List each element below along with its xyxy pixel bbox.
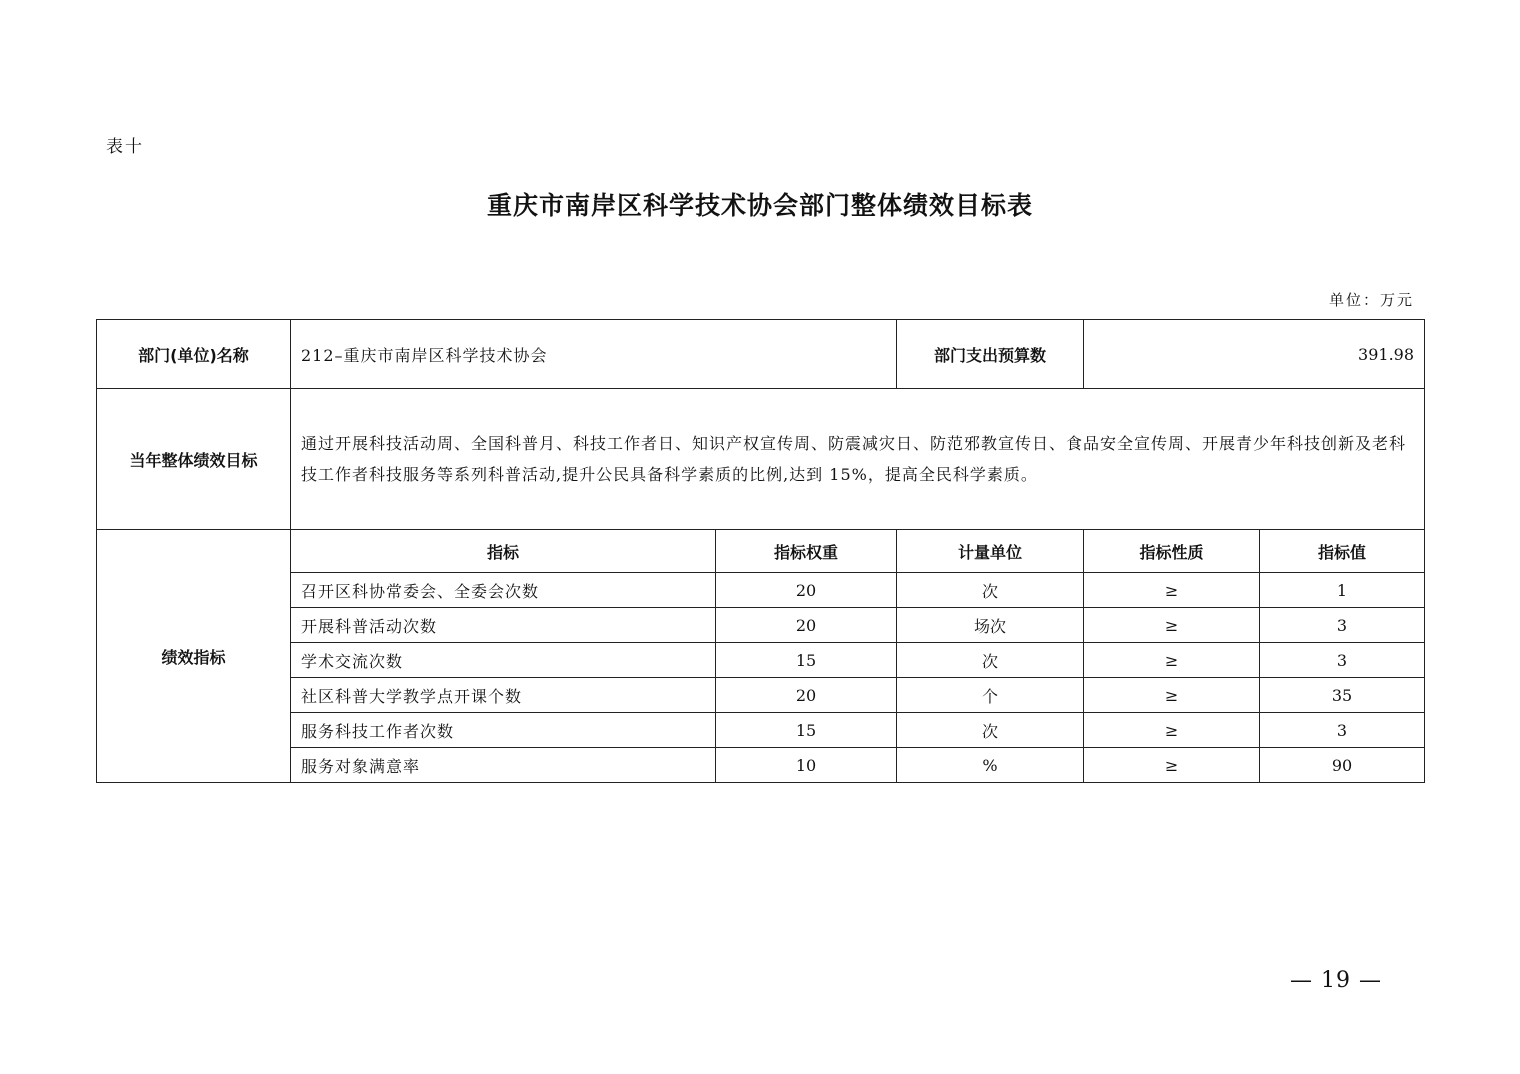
indicator-value: 3 xyxy=(1260,713,1425,748)
page-number: — 19 — xyxy=(1290,968,1382,993)
table-row xyxy=(97,713,1425,748)
column-header-value: 指标值 xyxy=(1260,530,1425,573)
indicator-unit: % xyxy=(897,748,1084,783)
indicator-weight: 20 xyxy=(716,678,897,713)
indicator-value: 3 xyxy=(1260,643,1425,678)
indicator-weight: 20 xyxy=(716,573,897,608)
performance-indicators-label: 绩效指标 xyxy=(97,530,291,783)
annual-goal-text: 通过开展科技活动周、全国科普月、科技工作者日、知识产权宣传周、防震减灾日、防范邪教宣传日、食品安全宣传周、开展青少年科技创新及老科技工作者科技服务等系列科普活动,提升公民具备科学素质的比例,达到 15%，提高全民科学素质。 xyxy=(291,389,1425,530)
column-header-unit: 计量单位 xyxy=(897,530,1084,573)
indicator-nature: ≥ xyxy=(1084,748,1260,783)
table-row xyxy=(97,643,1425,678)
indicator-unit: 次 xyxy=(897,573,1084,608)
indicator-name: 召开区科协常委会、全委会次数 xyxy=(291,573,716,608)
annual-goal-label: 当年整体绩效目标 xyxy=(97,389,291,530)
dept-name-label: 部门(单位)名称 xyxy=(97,320,291,389)
indicator-name: 社区科普大学教学点开课个数 xyxy=(291,678,716,713)
indicator-name: 服务科技工作者次数 xyxy=(291,713,716,748)
indicator-unit: 个 xyxy=(897,678,1084,713)
table-number-label: 表十 xyxy=(106,137,144,157)
indicator-unit: 场次 xyxy=(897,608,1084,643)
column-header-weight: 指标权重 xyxy=(716,530,897,573)
indicator-weight: 15 xyxy=(716,643,897,678)
indicator-name: 学术交流次数 xyxy=(291,643,716,678)
column-header-nature: 指标性质 xyxy=(1084,530,1260,573)
indicator-header-row xyxy=(97,530,1425,573)
performance-target-table xyxy=(96,319,1425,783)
indicator-unit: 次 xyxy=(897,643,1084,678)
indicator-nature: ≥ xyxy=(1084,608,1260,643)
indicator-value: 90 xyxy=(1260,748,1425,783)
table-row xyxy=(97,748,1425,783)
indicator-weight: 10 xyxy=(716,748,897,783)
indicator-nature: ≥ xyxy=(1084,713,1260,748)
indicator-value: 3 xyxy=(1260,608,1425,643)
budget-label: 部门支出预算数 xyxy=(897,320,1084,389)
dept-name-value: 212–重庆市南岸区科学技术协会 xyxy=(291,320,897,389)
unit-label: 单位：万元 xyxy=(1328,291,1414,309)
column-header-indicator: 指标 xyxy=(291,530,716,573)
indicator-nature: ≥ xyxy=(1084,573,1260,608)
table-row xyxy=(97,573,1425,608)
indicator-name: 服务对象满意率 xyxy=(291,748,716,783)
budget-value: 391.98 xyxy=(1084,320,1425,389)
document-title: 重庆市南岸区科学技术协会部门整体绩效目标表 xyxy=(486,191,1033,220)
indicator-nature: ≥ xyxy=(1084,643,1260,678)
table-row xyxy=(97,678,1425,713)
annual-goal-row xyxy=(97,389,1425,530)
indicator-name: 开展科普活动次数 xyxy=(291,608,716,643)
indicator-unit: 次 xyxy=(897,713,1084,748)
indicator-weight: 15 xyxy=(716,713,897,748)
indicator-weight: 20 xyxy=(716,608,897,643)
indicator-value: 35 xyxy=(1260,678,1425,713)
indicator-nature: ≥ xyxy=(1084,678,1260,713)
dept-info-row xyxy=(97,320,1425,389)
table-row xyxy=(97,608,1425,643)
indicator-value: 1 xyxy=(1260,573,1425,608)
